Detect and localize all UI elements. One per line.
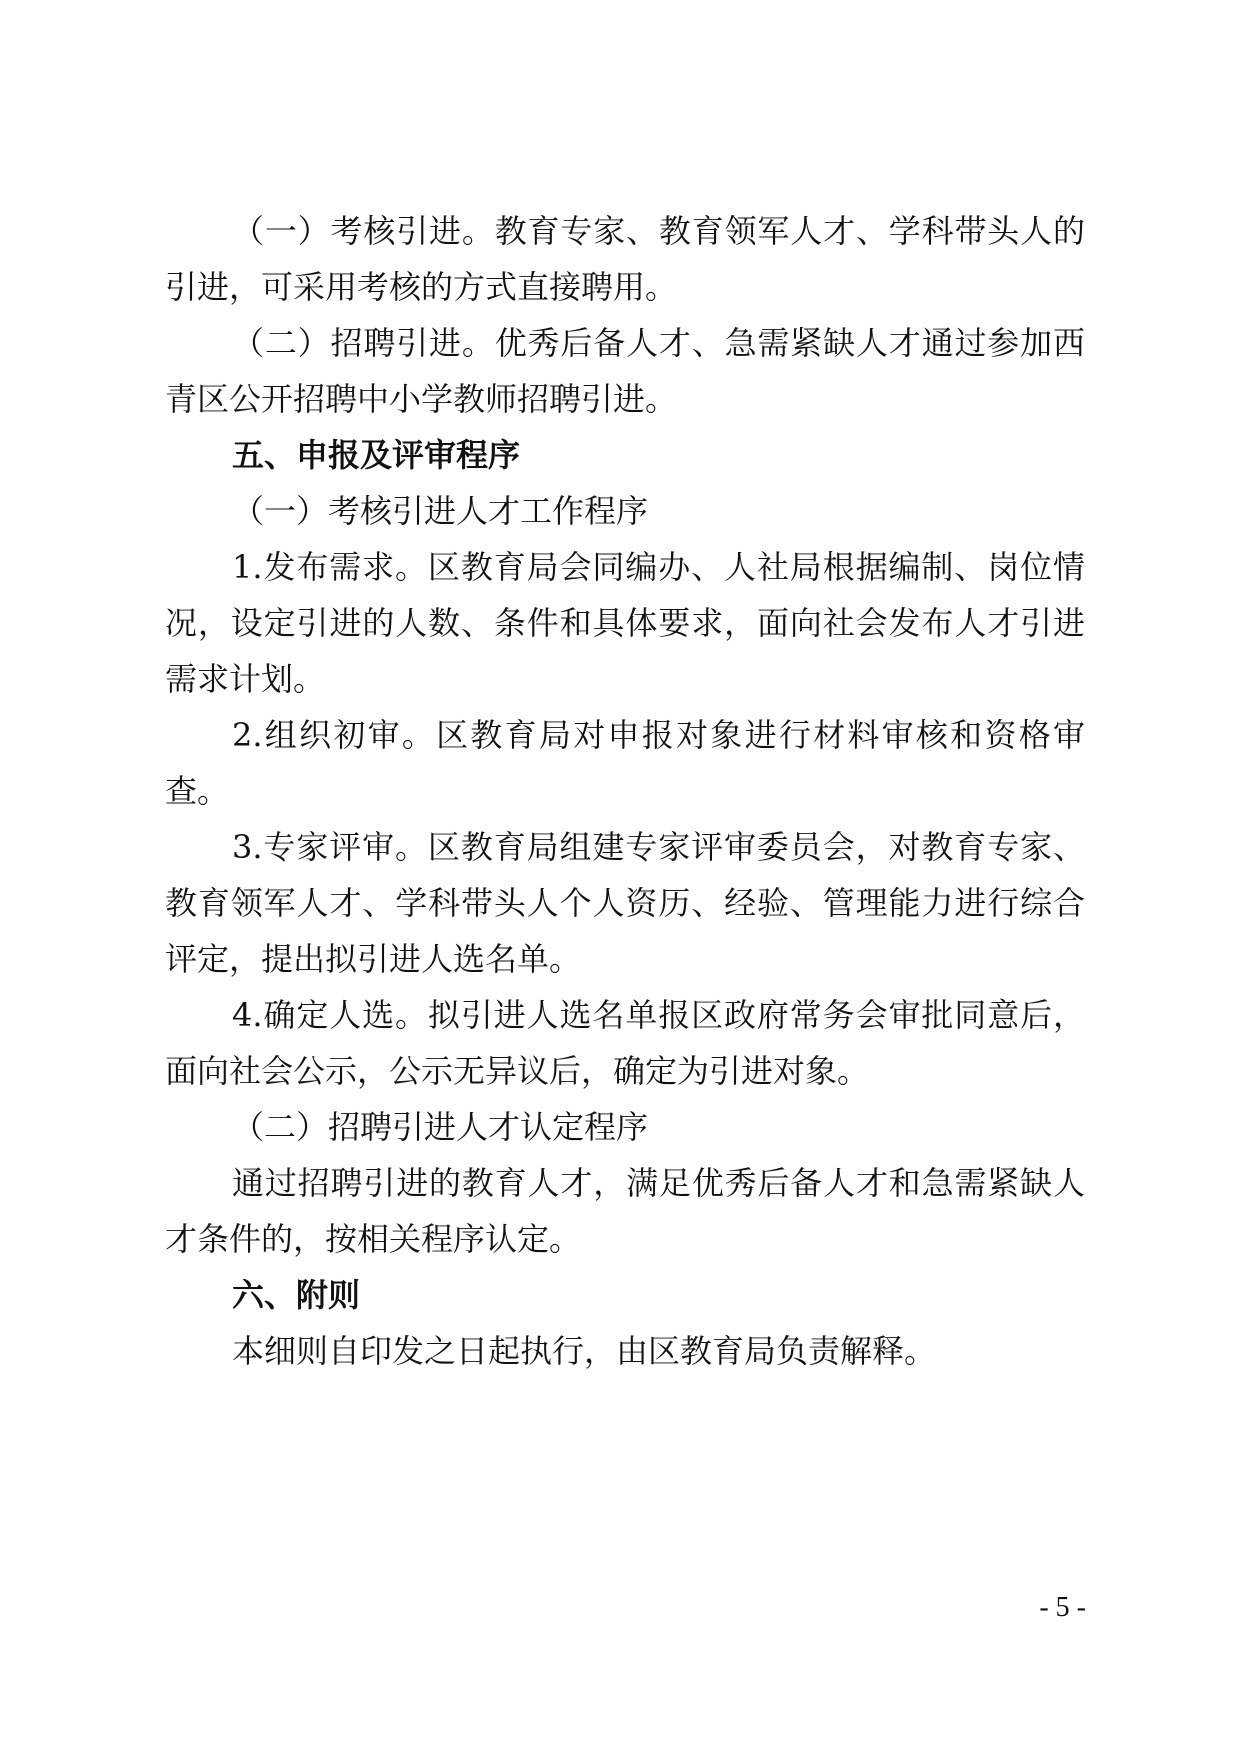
paragraph-line: 3.专家评审。区教育局组建专家评审委员会，对教育专家、 bbox=[232, 828, 1085, 866]
section-heading: 五、申报及评审程序 bbox=[232, 436, 521, 474]
paragraph-line: 通过招聘引进的教育人才，满足优秀后备人才和急需紧缺人 bbox=[232, 1164, 1085, 1202]
paragraph-line: 1.发布需求。区教育局会同编办、人社局根据编制、岗位情 bbox=[232, 548, 1085, 586]
paragraph-line: 评定，提出拟引进人选名单。 bbox=[165, 940, 582, 978]
page-number: - 5 - bbox=[1039, 1592, 1086, 1623]
subsection-heading: （二）招聘引进人才认定程序 bbox=[232, 1108, 649, 1146]
paragraph-line: 查。 bbox=[165, 772, 230, 810]
paragraph-line: 才条件的，按相关程序认定。 bbox=[165, 1220, 582, 1258]
paragraph-line: 引进，可采用考核的方式直接聘用。 bbox=[165, 268, 678, 306]
paragraph-line: 面向社会公示，公示无异议后，确定为引进对象。 bbox=[165, 1052, 870, 1090]
paragraph-line: 本细则自印发之日起执行，由区教育局负责解释。 bbox=[232, 1332, 937, 1370]
section-heading: 六、附则 bbox=[232, 1276, 361, 1314]
paragraph-line: 况，设定引进的人数、条件和具体要求，面向社会发布人才引进 bbox=[165, 604, 1085, 642]
paragraph-line: 教育领军人才、学科带头人个人资历、经验、管理能力进行综合 bbox=[165, 884, 1085, 922]
subsection-heading: （一）考核引进人才工作程序 bbox=[232, 492, 649, 530]
paragraph-line: 4.确定人选。拟引进人选名单报区政府常务会审批同意后， bbox=[232, 996, 1085, 1034]
paragraph-line: 2.组织初审。区教育局对申报对象进行材料审核和资格审 bbox=[232, 716, 1085, 754]
paragraph-line: （二）招聘引进。优秀后备人才、急需紧缺人才通过参加西 bbox=[232, 324, 1085, 362]
paragraph-line: 青区公开招聘中小学教师招聘引进。 bbox=[165, 380, 678, 418]
paragraph-line: 需求计划。 bbox=[165, 660, 326, 698]
paragraph-line: （一）考核引进。教育专家、教育领军人才、学科带头人的 bbox=[232, 212, 1085, 250]
